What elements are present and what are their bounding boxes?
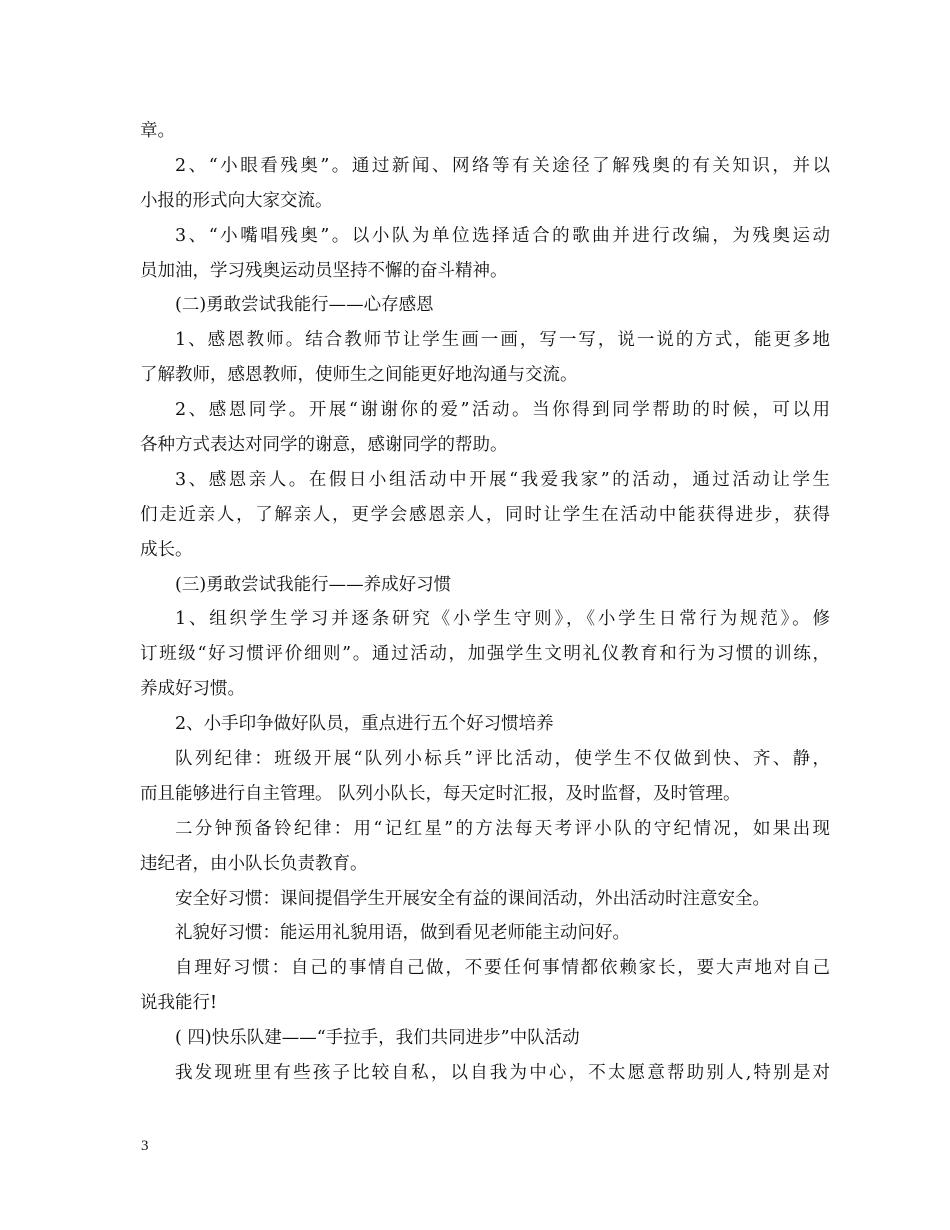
text-line: 各种方式表达对同学的谢意，感谢同学的帮助。 [140,435,508,456]
text-line: 1、感恩教师。结合教师节让学生画一画，写一写，说一说的方式，能更多地 [175,330,830,351]
page-number: 3 [141,1138,149,1154]
text-line: 成长。 [140,539,193,560]
text-line: 违纪者，由小队长负责教育。 [140,853,368,874]
text-line: 们走近亲人，了解亲人，更学会感恩亲人，同时让学生在活动中能获得进步，获得 [140,504,830,525]
text-line: (三)勇敢尝试我能行——养成好习惯 [175,574,452,595]
text-line: 3、“小嘴唱残奥”。以小队为单位选择适合的歌曲并进行改编，为残奥运动 [175,225,830,246]
text-line: 而且能够进行自主管理。 队列小队长，每天定时汇报，及时监督，及时管理。 [140,783,741,804]
text-line: 章。 [140,121,175,141]
text-line: 小报的形式向大家交流。 [140,190,333,211]
text-line: 订班级“好习惯评价细则”。通过活动，加强学生文明礼仪教育和行为习惯的训练， [140,644,830,665]
text-line: 3、感恩亲人。在假日小组活动中开展“我爱我家”的活动，通过活动让学生 [175,469,830,490]
text-line: 员加油，学习残奥运动员坚持不懈的奋斗精神。 [140,260,508,281]
text-line: (二)勇敢尝试我能行——心存感恩 [175,295,434,316]
document-body [140,114,830,1091]
text-line: 了解教师，感恩教师，使师生之间能更好地沟通与交流。 [140,365,578,386]
text-line: 2、小手印争做好队员，重点进行五个好习惯培养 [175,714,554,735]
text-line: ( 四)快乐队建——“手拉手，我们共同进步”中队活动 [175,1028,580,1049]
text-line: 2、“小眼看残奥”。通过新闻、网络等有关途径了解残奥的有关知识，并以 [175,155,830,176]
text-line: 队列纪律：班级开展“队列小标兵”评比活动，使学生不仅做到快、齐、静， [175,749,830,770]
text-line: 礼貌好习惯：能运用礼貌用语，做到看见老师能主动问好。 [175,923,630,944]
text-line: 二分钟预备铃纪律：用“记红星”的方法每天考评小队的守纪情况，如果出现 [175,818,830,839]
text-line: 2、感恩同学。开展“谢谢你的爱”活动。当你得到同学帮助的时候，可以用 [175,400,830,421]
text-line: 1、组织学生学习并逐条研究《小学生守则》，《小学生日常行为规范》。修 [175,609,830,630]
text-line: 安全好习惯：课间提倡学生开展安全有益的课间活动，外出活动时注意安全。 [175,888,770,909]
text-line: 养成好习惯。 [140,679,245,700]
text-line: 自理好习惯：自己的事情自己做，不要任何事情都依赖家长，要大声地对自己 [175,958,830,979]
text-line: 我发现班里有些孩子比较自私，以自我为中心，不太愿意帮助别人,特别是对 [175,1063,830,1084]
text-line: 说我能行! [140,993,218,1014]
